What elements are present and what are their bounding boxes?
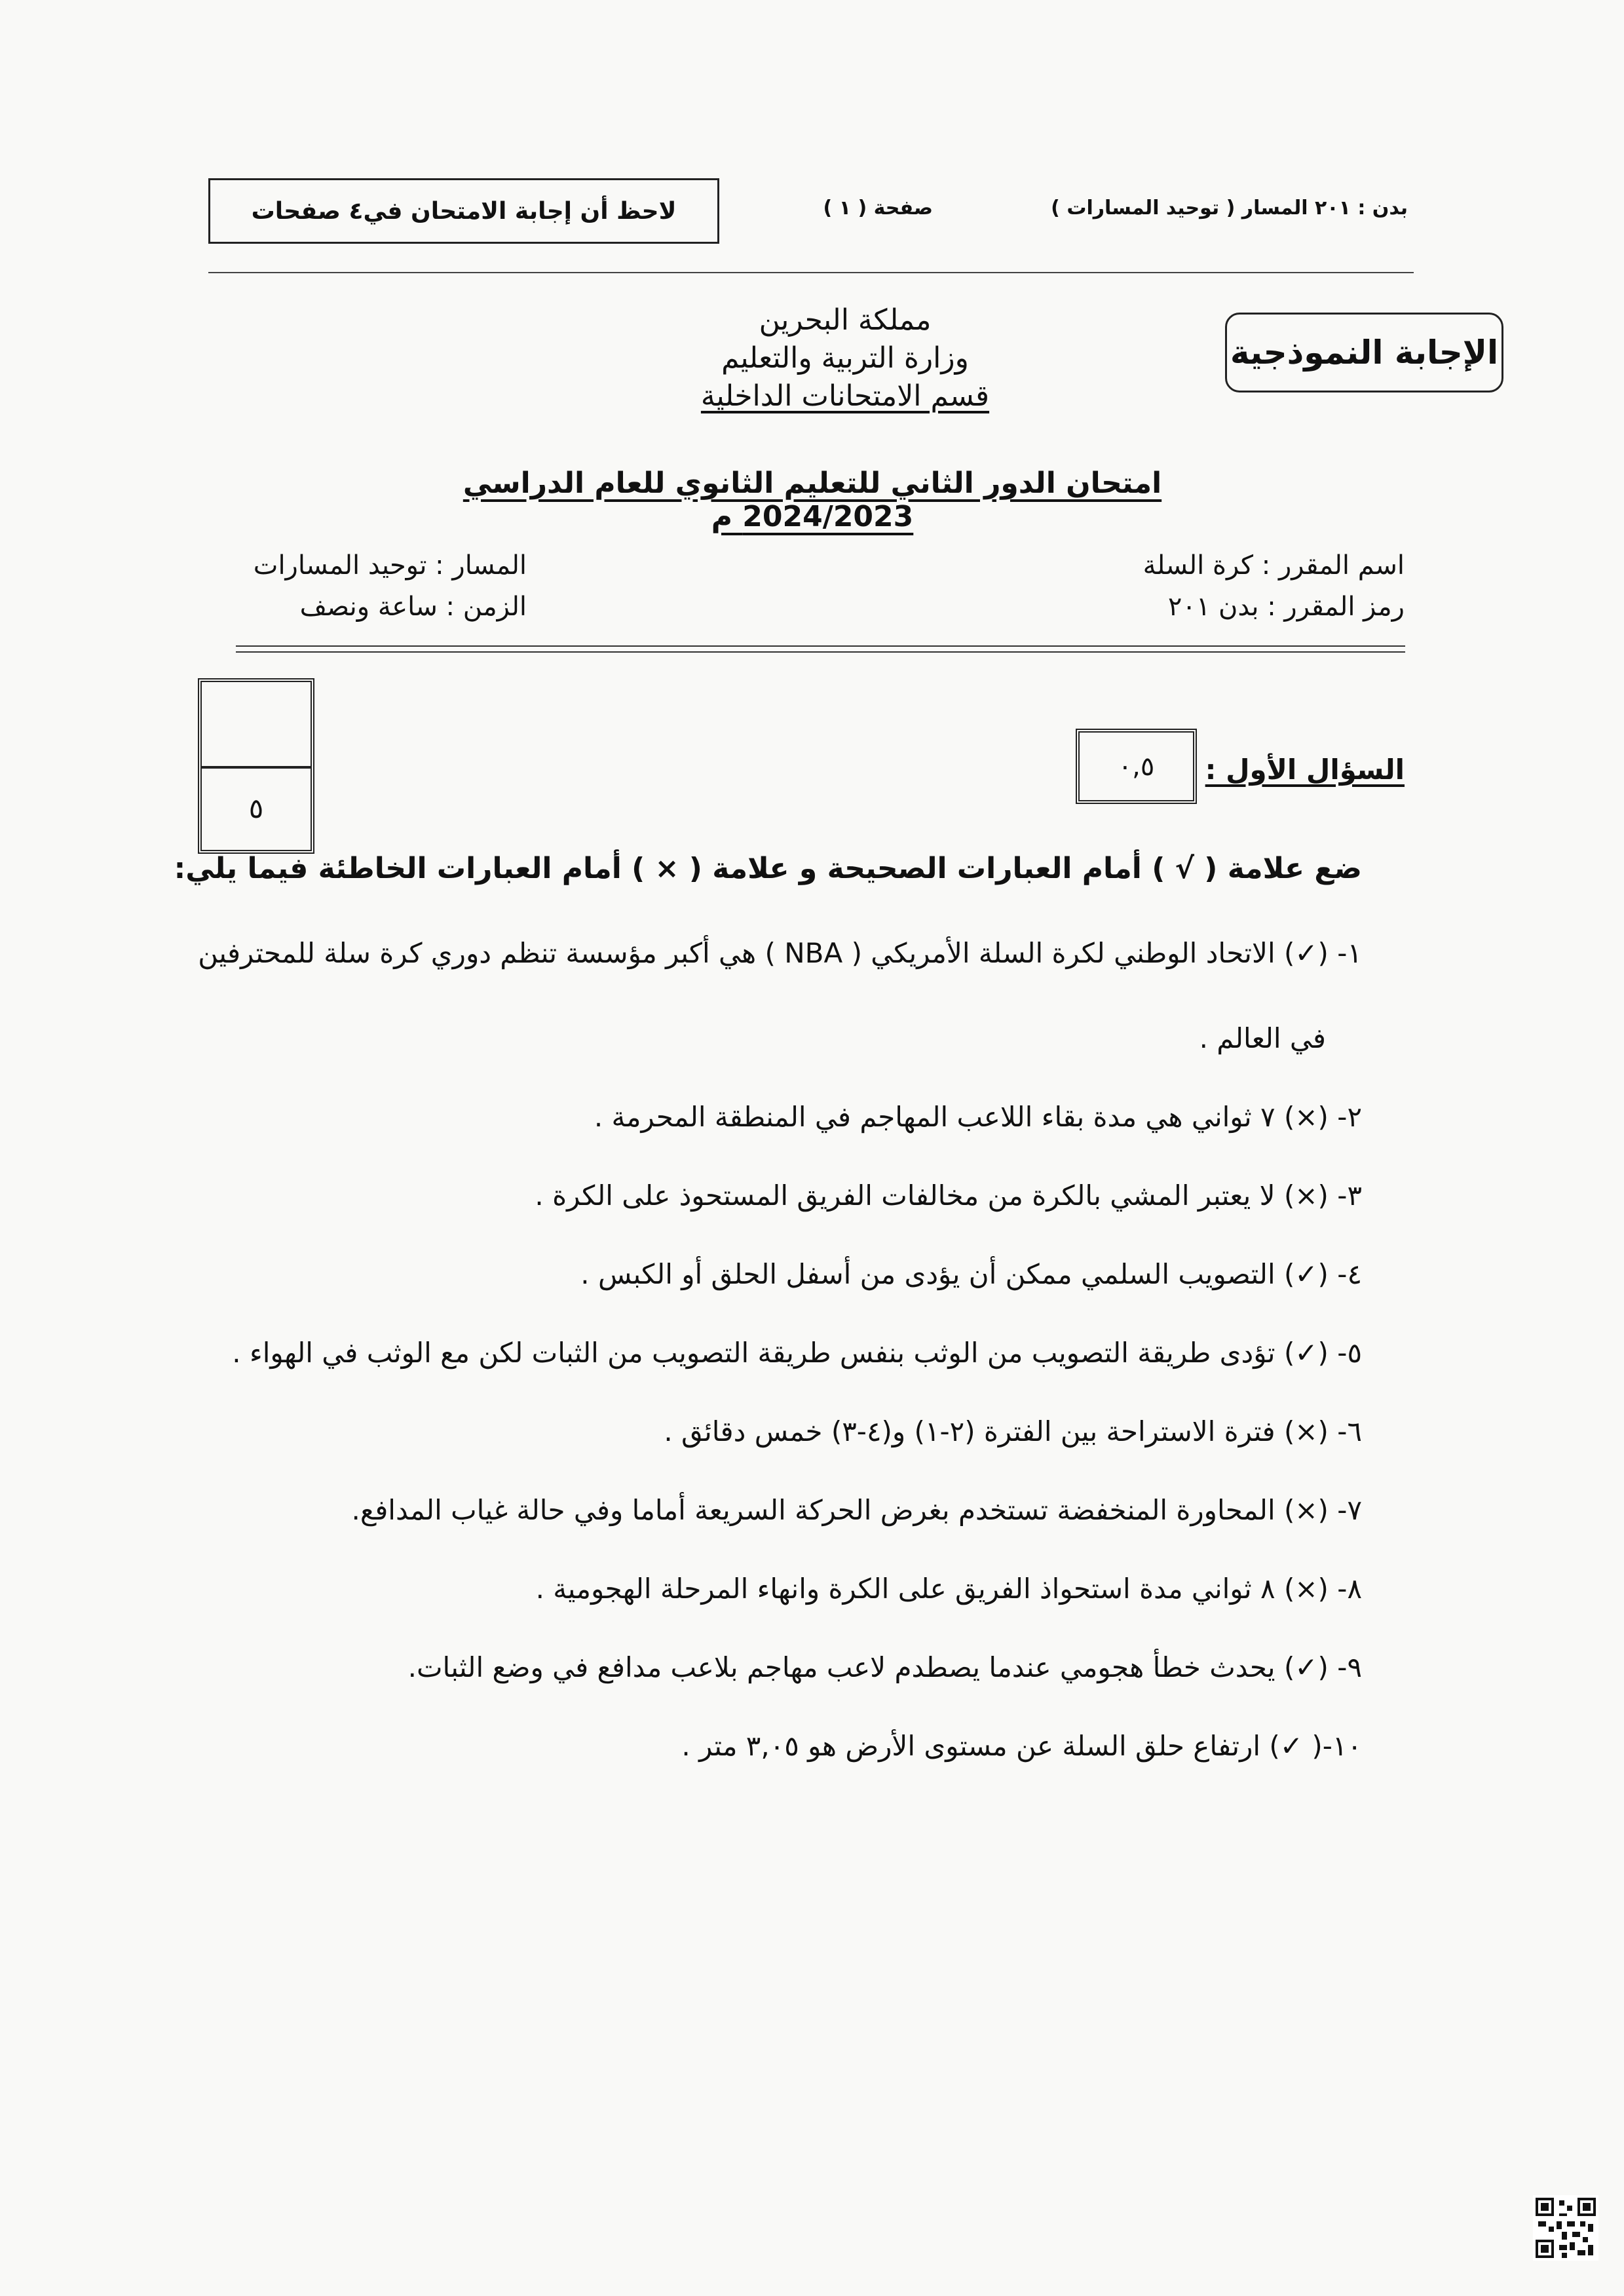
question-title: السؤال الأول : bbox=[1205, 754, 1405, 786]
answer-item: ٥- (✓) تؤدى طريقة التصويب من الوثب بنفس طريقة التصويب من الثبات لكن مع الوثب في الهواء . bbox=[232, 1337, 1362, 1369]
answer-item: ٢- (×) ٧ ثواني هي مدة بقاء اللاعب المهاجم في المنطقة المحرمة . bbox=[594, 1101, 1362, 1133]
kingdom-name: مملكة البحرين bbox=[759, 303, 932, 337]
department-name: قسم الامتحانات الداخلية bbox=[700, 379, 990, 413]
answer-item: ٣- (×) لا يعتبر المشي بالكرة من مخالفات الفريق المستحوذ على الكرة . bbox=[535, 1179, 1362, 1212]
answer-item: ٨- (×) ٨ ثواني مدة استحواذ الفريق على الكرة وانهاء المرحلة الهجومية . bbox=[535, 1573, 1362, 1605]
answer-item: ٧- (×) المحاورة المنخفضة تستخدم بغرض الحركة السريعة أماما وفي حالة غياب المدافع. bbox=[351, 1494, 1362, 1526]
info-divider-bottom bbox=[236, 651, 1405, 653]
ministry-block bbox=[688, 301, 1002, 415]
model-answer-badge: الإجابة النموذجية bbox=[1225, 313, 1503, 392]
header-divider bbox=[208, 272, 1414, 273]
exam-duration: الزمن : ساعة ونصف bbox=[299, 592, 527, 622]
answer-item: ٤- (✓) التصويب السلمي ممكن أن يؤدى من أسفل الحلق أو الكبس . bbox=[580, 1258, 1362, 1290]
answer-item: ٩- (✓) يحدث خطأ هجومي عندما يصطدم لاعب مهاجم بلاعب مدافع في وضع الثبات. bbox=[407, 1651, 1362, 1683]
question-mark-box: ٠,٥ bbox=[1076, 729, 1197, 804]
exam-title: امتحان الدور الثاني للتعليم الثانوي للعام الدراسي 2024/2023 م bbox=[463, 467, 1162, 533]
answer-item: ٦- (×) فترة الاستراحة بين الفترة (٢-١) و(٤-٣) خمس دقائق . bbox=[664, 1415, 1362, 1447]
qr-code-icon bbox=[1533, 2195, 1598, 2261]
obtained-score-cell bbox=[202, 682, 311, 769]
question-instruction: ضع علامة ( √ ) أمام العبارات الصحيحة و علامة ( × ) أمام العبارات الخاطئة فيما يلي: bbox=[174, 852, 1362, 885]
header-subject-line: بدن : ٢٠١ المسار ( توحيد المسارات ) bbox=[1051, 197, 1408, 220]
course-name: اسم المقرر : كرة السلة bbox=[1142, 550, 1405, 581]
total-score-box bbox=[198, 678, 314, 854]
info-divider-top bbox=[236, 645, 1405, 647]
answer-item: ١- (✓) الاتحاد الوطني لكرة السلة الأمريكي ( NBA ) هي أكبر مؤسسة تنظم دوري كرة سلة للمحترفين bbox=[198, 937, 1362, 969]
course-path: المسار : توحيد المسارات bbox=[253, 550, 527, 581]
page-count-note: لاحظ أن إجابة الامتحان في٤ صفحات bbox=[208, 178, 719, 244]
answer-item: ١٠-( ✓) ارتفاع حلق السلة عن مستوى الأرض هو ٣,٠٥ متر . bbox=[681, 1730, 1362, 1762]
ministry-name: وزارة التربية والتعليم bbox=[721, 341, 969, 375]
max-score-cell: ٥ bbox=[248, 792, 264, 824]
answer-item-continuation: في العالم . bbox=[1199, 1022, 1326, 1054]
page-number: صفحة ( ١ ) bbox=[823, 197, 933, 220]
course-code: رمز المقرر : بدن ٢٠١ bbox=[1167, 592, 1405, 622]
